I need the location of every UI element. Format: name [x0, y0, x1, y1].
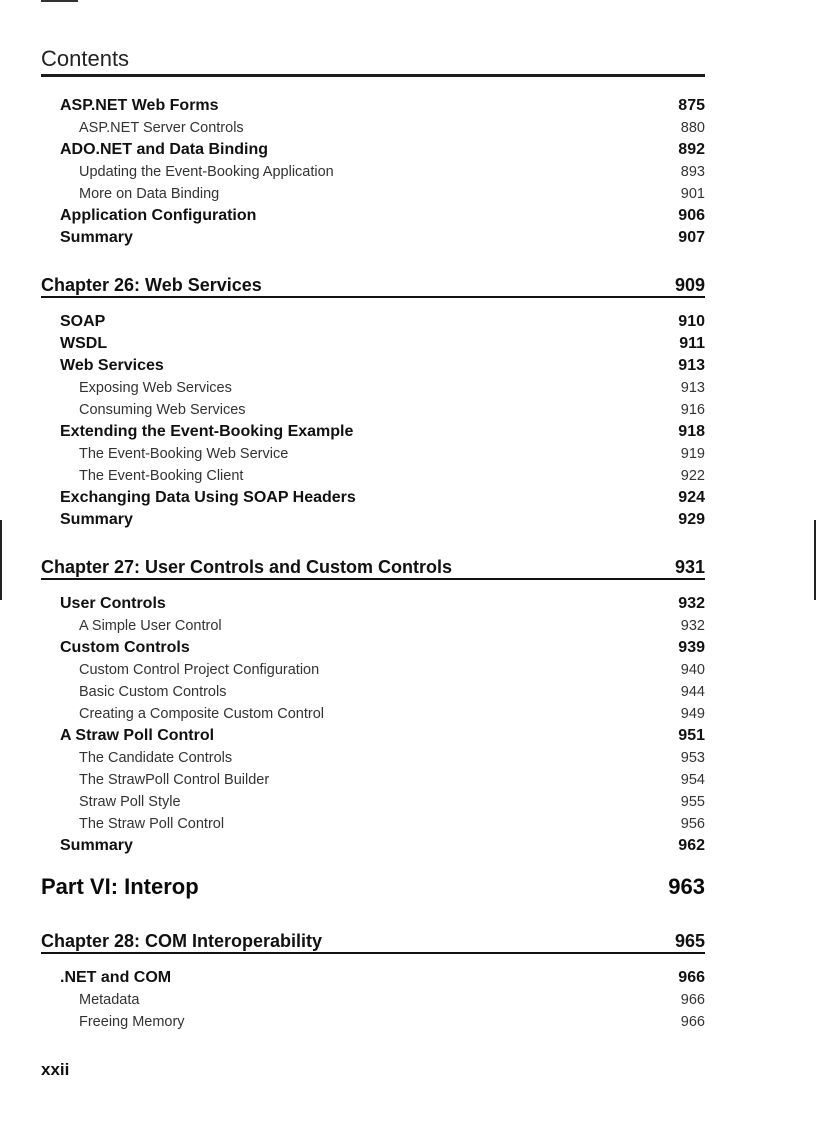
footer-page-number: xxii: [41, 1060, 70, 1079]
toc-entry-asp-net-web-forms[interactable]: [60, 97, 705, 115]
toc-entry-page: 918: [678, 423, 705, 440]
toc-entry-page: 966: [678, 969, 705, 986]
left-edge-mark: [0, 520, 2, 600]
toc-entry-page: 924: [678, 489, 705, 506]
toc-entry-title: A Straw Poll Control: [60, 727, 215, 744]
header-rule: [41, 74, 705, 77]
toc-entry-page: 901: [680, 186, 705, 202]
toc-entry-title: ASP.NET Web Forms: [60, 97, 219, 114]
toc-entry-strawpoll-control-builder[interactable]: [79, 772, 705, 788]
toc-entry-page: 932: [678, 595, 705, 612]
toc-entry-freeing-memory[interactable]: [79, 1014, 705, 1030]
toc-entry-title: Exposing Web Services: [79, 380, 232, 396]
toc-part-title: Part VI: Interop: [41, 874, 199, 899]
toc-entry-title: Summary: [60, 837, 133, 854]
toc-entry-summary[interactable]: [60, 229, 705, 247]
toc-entry-asp-net-server-controls[interactable]: [79, 120, 705, 136]
toc-entry-page: 966: [680, 992, 705, 1008]
toc-entry-custom-controls[interactable]: [60, 639, 705, 657]
toc-entry-title: Updating the Event-Booking Application: [79, 164, 334, 180]
toc-entry-application-configuration[interactable]: [60, 207, 705, 225]
toc-entry-straw-poll-control-section[interactable]: [79, 816, 705, 832]
toc-entry-page: 913: [678, 357, 705, 374]
toc-chapter-page: 965: [674, 931, 705, 951]
toc-entry-title: Exchanging Data Using SOAP Headers: [60, 489, 356, 506]
toc-entry-basic-custom-controls[interactable]: [79, 684, 705, 700]
toc-entry-page: 893: [680, 164, 705, 180]
toc-entry-title: The Candidate Controls: [79, 750, 233, 766]
toc-entry-title: Freeing Memory: [79, 1014, 185, 1030]
toc-chapter-title: Chapter 28: COM Interoperability: [41, 931, 323, 951]
toc-entry-page: 962: [678, 837, 705, 854]
toc-entry-straw-poll-style[interactable]: [79, 794, 705, 810]
toc-entry-event-booking-client[interactable]: [79, 468, 705, 484]
toc-entry-more-on-data-binding[interactable]: [79, 186, 705, 202]
toc-entry-title: ASP.NET Server Controls: [79, 120, 244, 136]
toc-entry-page: 910: [678, 313, 705, 330]
top-rule: [41, 0, 78, 2]
toc-chapter-page: 931: [674, 557, 705, 577]
toc-entry-page: 913: [680, 380, 705, 396]
toc-entry-soap-headers[interactable]: [60, 489, 705, 507]
toc-entry-composite-custom-control[interactable]: [79, 706, 705, 722]
toc-entry-page: 892: [678, 141, 705, 158]
toc-entry-summary[interactable]: [60, 511, 705, 529]
toc-entry-title: Summary: [60, 229, 133, 246]
toc-entry-metadata[interactable]: [79, 992, 705, 1008]
toc-entry-event-booking-web-service[interactable]: [79, 446, 705, 462]
toc-entry-page: 956: [680, 816, 705, 832]
toc-entry-extending-event-booking[interactable]: [60, 423, 705, 441]
toc-entry-title: Custom Control Project Configuration: [79, 662, 320, 678]
toc-entry-title: Web Services: [60, 357, 164, 374]
toc-entry-title: The Straw Poll Control: [79, 816, 225, 832]
toc-entry-page: 953: [680, 750, 705, 766]
toc-entry-page: 944: [680, 684, 705, 700]
toc-entry-title: Metadata: [79, 992, 140, 1008]
toc-entry-web-services[interactable]: [60, 357, 705, 375]
toc-entry-page: 949: [680, 706, 705, 722]
toc-entry-title: The Event-Booking Web Service: [79, 446, 289, 462]
toc-entry-page: 939: [678, 639, 705, 656]
toc-entry-title: The Event-Booking Client: [79, 468, 244, 484]
toc-chapter-title: Chapter 26: Web Services: [41, 275, 262, 295]
toc-entry-updating-event-booking[interactable]: [79, 164, 705, 180]
toc-chapter-page: 909: [674, 275, 705, 295]
toc-entry-title: Application Configuration: [60, 207, 257, 224]
toc-chapter-28[interactable]: [41, 930, 705, 954]
page-title: Contents: [41, 46, 130, 71]
toc-part-page: 963: [668, 874, 705, 899]
toc-entry-title: Basic Custom Controls: [79, 684, 227, 700]
toc-entry-title: A Simple User Control: [79, 618, 222, 634]
toc-entry-page: 954: [680, 772, 705, 788]
toc-entry-page: 932: [680, 618, 705, 634]
toc-entry-title: WSDL: [60, 335, 108, 352]
toc-entry-page: 922: [680, 468, 705, 484]
toc-entry-page: 906: [678, 207, 705, 224]
toc-entry-straw-poll-control[interactable]: [60, 727, 705, 745]
toc-entry-page: 951: [678, 727, 705, 744]
toc-entry-wsdl[interactable]: [60, 335, 705, 353]
toc-entry-title: Straw Poll Style: [79, 794, 181, 810]
toc-entry-title: The StrawPoll Control Builder: [79, 772, 270, 788]
toc-entry-page: 875: [678, 97, 705, 114]
toc-entry-title: ADO.NET and Data Binding: [60, 141, 268, 158]
toc-entry-summary[interactable]: [60, 837, 705, 855]
toc-entry-title: Summary: [60, 511, 133, 528]
toc-part-vi[interactable]: [41, 874, 705, 900]
toc-entry-user-controls[interactable]: [60, 595, 705, 613]
toc-entry-title: .NET and COM: [60, 969, 172, 986]
toc-entry-page: 929: [678, 511, 705, 528]
toc-entry-page: 940: [680, 662, 705, 678]
toc-entry-exposing-web-services[interactable]: [79, 380, 705, 396]
toc-entry-title: Extending the Event-Booking Example: [60, 423, 354, 440]
toc-chapter-26[interactable]: [41, 274, 705, 298]
toc-entry-title: Consuming Web Services: [79, 402, 246, 418]
toc-entry-soap[interactable]: [60, 313, 705, 331]
toc-entry-page: 880: [680, 120, 705, 136]
toc-entry-custom-control-project-config[interactable]: [79, 662, 705, 678]
toc-entry-title: More on Data Binding: [79, 186, 220, 202]
toc-entry-page: 907: [678, 229, 705, 246]
toc-entry-page: 966: [680, 1014, 705, 1030]
toc-chapter-27[interactable]: [41, 556, 705, 580]
toc-entry-page: 919: [680, 446, 705, 462]
toc-entry-title: User Controls: [60, 595, 166, 612]
toc-entry-title: Creating a Composite Custom Control: [79, 706, 324, 722]
toc-chapter-title: Chapter 27: User Controls and Custom Controls: [41, 557, 453, 577]
toc-entry-title: Custom Controls: [60, 639, 190, 656]
toc-entry-title: SOAP: [60, 313, 106, 330]
toc-entry-page: 916: [680, 402, 705, 418]
toc-entry-ado-net-data-binding[interactable]: [60, 141, 705, 159]
toc-entry-page: 911: [679, 335, 705, 352]
toc-entry-candidate-controls[interactable]: [79, 750, 705, 766]
toc-entry-consuming-web-services[interactable]: [79, 402, 705, 418]
toc-entry-simple-user-control[interactable]: [79, 618, 705, 634]
toc-entry-page: 955: [680, 794, 705, 810]
toc-entry-net-and-com[interactable]: [60, 969, 705, 987]
